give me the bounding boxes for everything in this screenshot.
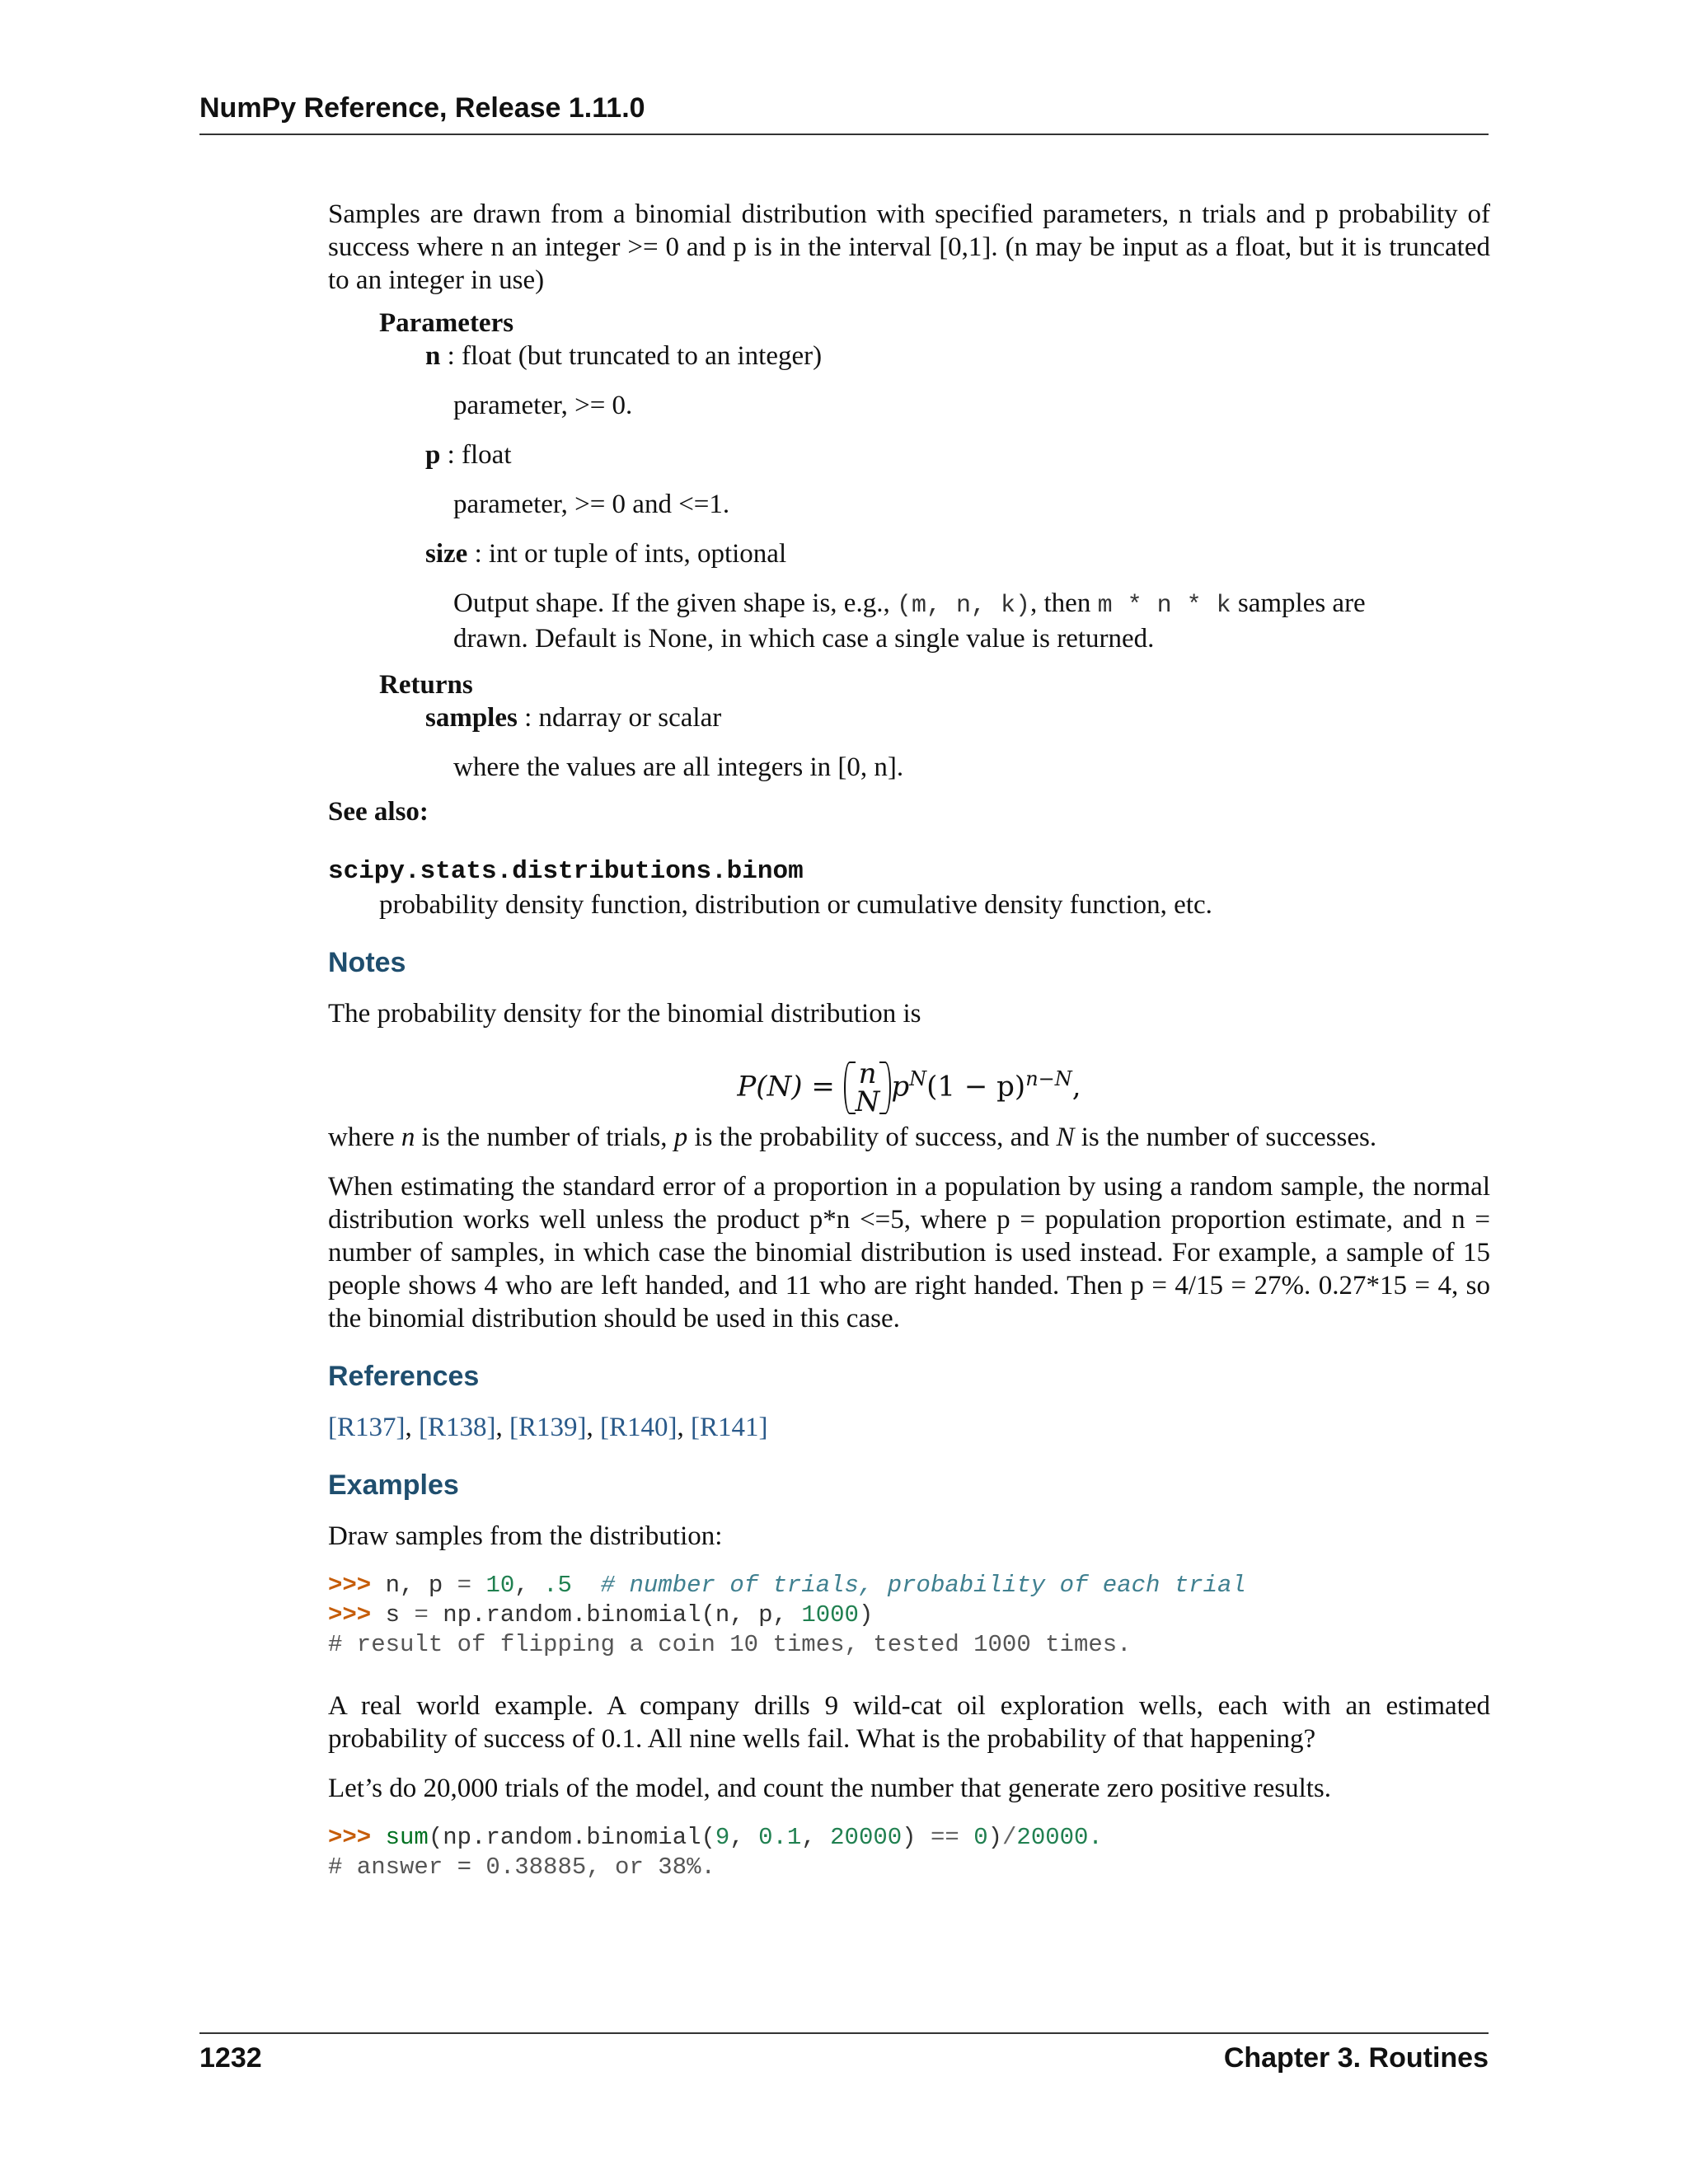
where-text-b: is the number of trials, bbox=[415, 1122, 674, 1152]
where-var-N: N bbox=[1056, 1122, 1075, 1152]
code2-line1-n5: 20000. bbox=[1016, 1824, 1103, 1851]
returns-heading: Returns bbox=[379, 670, 473, 700]
notes-section bbox=[328, 946, 1490, 1335]
parameters-section bbox=[328, 307, 1490, 655]
param-size-desc-text-3: samples are drawn. Default is None, in which case a single value is returned. bbox=[453, 588, 1366, 654]
returns-section bbox=[328, 668, 1490, 784]
param-p-name: p bbox=[425, 440, 441, 470]
returns-name: samples bbox=[425, 703, 518, 733]
examples-paragraph-2: A real world example. A company drills 9 wild-cat oil exploration wells, each with an estimated probability of success of 0.1. All nine wells fail. What is the probability of that happening? bbox=[328, 1691, 1490, 1754]
reference-link-r139[interactable]: [R139] bbox=[509, 1413, 587, 1442]
notes-where-paragraph bbox=[328, 1121, 1490, 1154]
formula-exp-2: n−N bbox=[1025, 1067, 1072, 1090]
formula-mid: (1 − p) bbox=[926, 1070, 1026, 1104]
param-n-name: n bbox=[425, 341, 441, 371]
header-title: NumPy Reference, Release 1.11.0 bbox=[199, 92, 645, 124]
references-list: [R137], [R138], [R139], [R140], [R141] bbox=[328, 1413, 768, 1442]
references-heading: References bbox=[328, 1361, 480, 1392]
code2-line1-eqeq: == bbox=[930, 1824, 959, 1851]
formula-lhs: P(N) = bbox=[737, 1070, 844, 1104]
examples-paragraph-1: Draw samples from the distribution: bbox=[328, 1521, 723, 1551]
see-also-function[interactable] bbox=[328, 853, 1490, 888]
param-n-type: : float (but truncated to an integer) bbox=[440, 341, 823, 371]
code1-line2-b: np.random.binomial(n, p, bbox=[428, 1601, 802, 1629]
returns-type: : ndarray or scalar bbox=[517, 703, 722, 733]
param-n-desc: parameter, >= 0. bbox=[453, 391, 633, 420]
code1-line2-prompt: >>> bbox=[328, 1601, 372, 1629]
code1-line2-eq: = bbox=[414, 1601, 429, 1629]
code2-line1-n2: 0.1 bbox=[758, 1824, 802, 1851]
code1-line1-b: , bbox=[514, 1572, 544, 1599]
code1-line1-num1: 10 bbox=[471, 1572, 515, 1599]
returns-field bbox=[425, 701, 1490, 734]
code2-line1-e: ) bbox=[987, 1824, 1003, 1851]
code2-line1-sum: sum bbox=[371, 1824, 429, 1851]
code1-line3: # result of flipping a coin 10 times, tested 1000 times. bbox=[328, 1631, 1132, 1658]
formula-end: , bbox=[1071, 1070, 1081, 1104]
where-text-c: is the probability of success, and bbox=[687, 1122, 1057, 1152]
reference-link-r138[interactable]: [R138] bbox=[419, 1413, 496, 1442]
see-also-section bbox=[328, 795, 1490, 921]
param-size-desc-code-1: (m, n, k) bbox=[896, 592, 1030, 620]
where-text-a: where bbox=[328, 1122, 401, 1152]
param-size-desc-text-1: Output shape. If the given shape is, e.g., bbox=[453, 588, 897, 618]
parameters-heading: Parameters bbox=[379, 308, 514, 338]
code2-line1-b: , bbox=[729, 1824, 759, 1851]
code2-line1-c: , bbox=[801, 1824, 831, 1851]
notes-paragraph-2: When estimating the standard error of a proportion in a population by using a random sample, the normal distribution works well unless the product p*n <=5, where p = population proportion estimate, and n = number of samples, in which case the binomial distribution is used instead. For example, a sample of 15 people shows 4 who are left handed, and 11 who are right handed. Then p = 4/15 = 27%. 0.27*15 = 4, so the binomial distribution should be used in this case. bbox=[328, 1172, 1490, 1333]
param-p-type: : float bbox=[440, 440, 512, 470]
param-size-type: : int or tuple of ints, optional bbox=[467, 539, 787, 569]
code1-line2-a: s bbox=[371, 1601, 415, 1629]
formula-binom-bottom: N bbox=[855, 1085, 880, 1119]
reference-link-r140[interactable]: [R140] bbox=[600, 1413, 678, 1442]
code1-line1-prompt: >>> bbox=[328, 1572, 372, 1599]
notes-heading: Notes bbox=[328, 947, 406, 978]
code1-line2-c: ) bbox=[858, 1601, 874, 1629]
code1-line1-comment: # number of trials, probability of each trial bbox=[571, 1572, 1246, 1599]
code-block-1 bbox=[328, 1571, 1490, 1660]
examples-section bbox=[328, 1469, 1490, 1882]
code1-line1-num2: .5 bbox=[543, 1572, 572, 1599]
see-also-desc: probability density function, distribution or cumulative density function, etc. bbox=[379, 890, 1212, 920]
see-also-heading: See also: bbox=[328, 797, 429, 827]
formula-binom-top: n bbox=[858, 1057, 877, 1091]
code1-line1-eq: = bbox=[457, 1572, 472, 1599]
intro-paragraph: Samples are drawn from a binomial distribution with specified parameters, n trials and p probability of success where n an integer >= 0 and p is in the interval [0,1]. (n may be input as a float, but it is truncated to an integer in use) bbox=[328, 199, 1490, 295]
returns-desc: where the values are all integers in [0, n]. bbox=[453, 752, 904, 782]
code2-line1-d: ) bbox=[902, 1824, 931, 1851]
param-size-desc-text-2: , then bbox=[1030, 588, 1098, 618]
page-number: 1232 bbox=[199, 2042, 262, 2074]
page-header bbox=[199, 92, 1489, 135]
page-content bbox=[328, 198, 1490, 1882]
code2-line1-n1: 9 bbox=[715, 1824, 730, 1851]
formula-p: p bbox=[891, 1070, 910, 1104]
see-also-function-name[interactable]: scipy.stats.distributions.binom bbox=[328, 857, 804, 886]
where-text-d: is the number of successes. bbox=[1074, 1122, 1377, 1152]
where-var-p: p bbox=[673, 1122, 688, 1152]
formula-exp-1: N bbox=[909, 1067, 927, 1090]
param-p bbox=[425, 438, 1490, 471]
reference-link-r141[interactable]: [R141] bbox=[691, 1413, 768, 1442]
footer-rule bbox=[199, 2032, 1489, 2034]
notes-paragraph-1: The probability density for the binomial distribution is bbox=[328, 999, 921, 1029]
reference-link-r137[interactable]: [R137] bbox=[328, 1413, 406, 1442]
code2-line2: # answer = 0.38885, or 38%. bbox=[328, 1854, 715, 1881]
code2-line1-n4: 0 bbox=[959, 1824, 988, 1851]
code2-line1-div: / bbox=[1002, 1824, 1017, 1851]
examples-paragraph-3: Let’s do 20,000 trials of the model, and count the number that generate zero positive results. bbox=[328, 1774, 1332, 1803]
formula-binomial-coefficient bbox=[844, 1057, 892, 1119]
code1-line1-a: n, p bbox=[371, 1572, 457, 1599]
code2-line1-n3: 20000 bbox=[830, 1824, 903, 1851]
param-n bbox=[425, 340, 1490, 373]
references-section bbox=[328, 1360, 1490, 1444]
code1-line2-num: 1000 bbox=[801, 1601, 859, 1629]
examples-heading: Examples bbox=[328, 1469, 459, 1501]
code2-line1-a: (np.random.binomial( bbox=[428, 1824, 715, 1851]
param-p-desc: parameter, >= 0 and <=1. bbox=[453, 490, 730, 519]
code2-line1-prompt: >>> bbox=[328, 1824, 372, 1851]
code-block-2 bbox=[328, 1823, 1490, 1882]
param-size bbox=[425, 537, 1490, 570]
param-size-desc-code-2: m * n * k bbox=[1097, 592, 1231, 620]
where-var-n: n bbox=[401, 1122, 415, 1152]
param-size-desc bbox=[453, 587, 1426, 655]
binomial-formula bbox=[328, 1042, 1490, 1119]
chapter-title: Chapter 3. Routines bbox=[1223, 2042, 1489, 2074]
param-size-name: size bbox=[425, 539, 468, 569]
